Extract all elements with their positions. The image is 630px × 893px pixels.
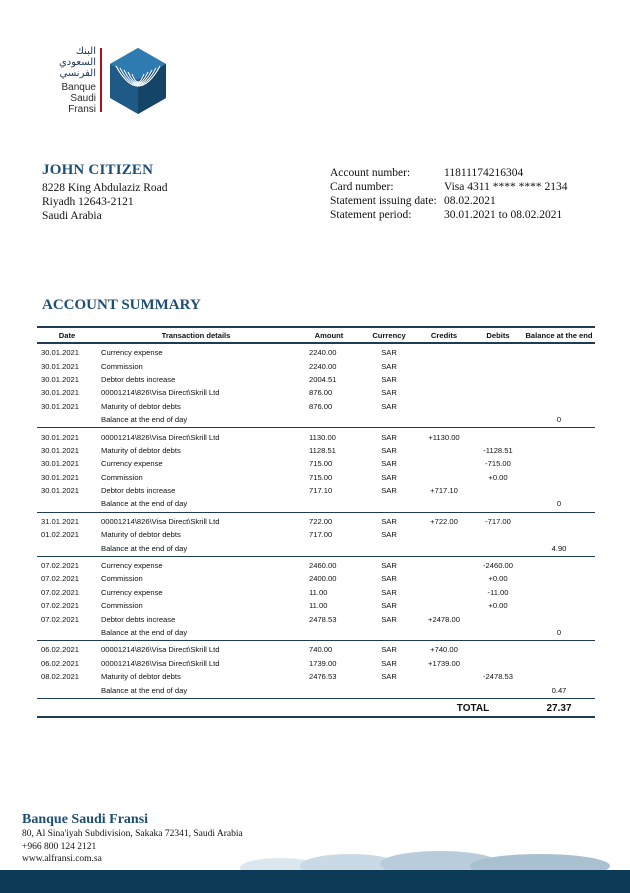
table-cell: 722.00 [309, 516, 333, 526]
table-cell: -11.00 [487, 587, 509, 597]
table-cell: Maturity of debtor debts [101, 672, 181, 682]
table-cell: -715.00 [485, 459, 511, 469]
table-cell: SAR [381, 374, 397, 384]
balance-label: Balance at the end of day [101, 685, 188, 695]
transaction-group [37, 513, 595, 557]
table-cell: 876.00 [309, 401, 333, 411]
table-cell: SAR [381, 348, 397, 358]
transaction-group [37, 557, 595, 641]
issuing-date-row: Statement issuing date: 08.02.2021 [330, 195, 496, 207]
table-cell: 07.02.2021 [41, 574, 80, 584]
table-cell: 31.01.2021 [41, 516, 80, 526]
table-row [37, 670, 595, 683]
table-cell: SAR [381, 601, 397, 611]
table-cell: 30.01.2021 [41, 348, 80, 358]
table-row [37, 484, 595, 497]
table-row [37, 612, 595, 625]
table-cell: SAR [381, 587, 397, 597]
table-cell: 2478.53 [309, 614, 337, 624]
table-cell: 1130.00 [309, 432, 336, 442]
table-cell: 01.02.2021 [41, 530, 80, 540]
customer-name: JOHN CITIZEN [42, 162, 154, 178]
table-row [37, 471, 595, 484]
footer-website[interactable]: www.alfransi.com.sa [22, 854, 102, 864]
table-cell: SAR [381, 361, 397, 371]
table-cell: 2476.53 [309, 672, 337, 682]
table-cell: 30.01.2021 [41, 401, 80, 411]
total-row [37, 701, 595, 718]
table-cell: 715.00 [309, 459, 333, 469]
table-cell: Maturity of debtor debts [101, 445, 181, 455]
table-cell: 30.01.2021 [41, 388, 80, 398]
table-cell: Currency expense [101, 459, 163, 469]
table-cell: +740.00 [430, 645, 458, 655]
table-cell: 2460.00 [309, 561, 337, 571]
table-row [37, 373, 595, 386]
table-cell: 1128.51 [309, 445, 336, 455]
table-cell: Commission [101, 601, 143, 611]
table-row [37, 346, 595, 359]
table-cell: SAR [381, 530, 397, 540]
table-row [37, 657, 595, 670]
balance-value: 4.90 [551, 543, 567, 553]
table-cell: 715.00 [309, 472, 333, 482]
logo-divider [100, 48, 102, 112]
table-cell: Commission [101, 472, 143, 482]
table-cell: SAR [381, 459, 397, 469]
table-cell: 06.02.2021 [41, 658, 80, 668]
table-cell: Debtor debts increase [101, 614, 176, 624]
table-cell: 11.00 [309, 601, 328, 611]
card-number-row: Card number: Visa 4311 **** **** 2134 [330, 181, 568, 193]
total-label: TOTAL [456, 702, 490, 714]
bank-emblem-icon [108, 46, 168, 116]
transaction-group [37, 641, 595, 699]
table-cell: 07.02.2021 [41, 614, 80, 624]
table-cell: SAR [381, 516, 397, 526]
statement-period-row: Statement period: 30.01.2021 to 08.02.2021 [330, 209, 563, 221]
table-cell: 30.01.2021 [41, 361, 80, 371]
table-row [37, 515, 595, 528]
table-cell: SAR [381, 432, 397, 442]
table-cell: 07.02.2021 [41, 587, 80, 597]
total-value: 27.37 [546, 702, 572, 714]
table-cell: Maturity of debtor debts [101, 401, 181, 411]
balance-row [37, 683, 595, 696]
table-cell: 00001214\826\Visa Direct\Skrill Ltd [101, 516, 220, 526]
table-cell: 08.02.2021 [41, 672, 80, 682]
table-cell: 2240.00 [309, 348, 337, 358]
balance-row [37, 626, 595, 639]
table-cell: 06.02.2021 [41, 645, 80, 655]
table-cell: 717.10 [309, 486, 333, 496]
table-cell: SAR [381, 561, 397, 571]
table-cell: 07.02.2021 [41, 601, 80, 611]
table-cell: 2400.00 [309, 574, 337, 584]
table-row [37, 586, 595, 599]
table-cell: SAR [381, 672, 397, 682]
table-row [37, 528, 595, 541]
table-cell: Commission [101, 361, 143, 371]
table-cell: 30.01.2021 [41, 486, 80, 496]
table-row [37, 359, 595, 372]
balance-row [37, 541, 595, 554]
table-cell: 00001214\826\Visa Direct\Skrill Ltd [101, 645, 220, 655]
table-cell: SAR [381, 472, 397, 482]
balance-label: Balance at the end of day [101, 628, 188, 637]
balance-value: 0 [556, 628, 562, 637]
footer-phone: +966 800 124 2121 [22, 841, 97, 852]
footer-address: 80, Al Sina'iyah Subdivision, Sakaka 72341, Saudi Arabia [22, 829, 243, 839]
table-cell: 717.00 [309, 530, 333, 540]
table-cell: 00001214\826\Visa Direct\Skrill Ltd [101, 388, 220, 398]
table-cell: 30.01.2021 [41, 472, 80, 482]
table-cell: Currency expense [101, 587, 163, 597]
balance-value: 0 [556, 499, 562, 509]
table-row [37, 430, 595, 443]
table-cell: -1128.51 [483, 445, 513, 455]
table-cell: SAR [381, 486, 397, 496]
table-cell: 2004.51 [309, 374, 337, 384]
transaction-group [37, 428, 595, 512]
table-cell: 1739.00 [309, 658, 337, 668]
table-cell: 30.01.2021 [41, 459, 80, 469]
table-cell: 30.01.2021 [41, 374, 80, 384]
table-cell: 30.01.2021 [41, 445, 80, 455]
summary-title: ACCOUNT SUMMARY [42, 297, 201, 313]
table-cell: 07.02.2021 [41, 561, 80, 571]
table-cell: +717.10 [430, 486, 458, 496]
account-number-row: Account number: 11811174216304 [330, 167, 524, 179]
table-cell: -717.00 [485, 516, 511, 526]
logo-arabic: البنك السعودي الفرنسي [58, 46, 96, 79]
table-cell: SAR [381, 645, 397, 655]
table-cell: -2460.00 [483, 561, 513, 571]
table-cell: 00001214\826\Visa Direct\Skrill Ltd [101, 658, 220, 668]
logo-wordmark [44, 46, 96, 115]
table-cell: +2478.00 [428, 614, 460, 624]
table-cell: SAR [381, 614, 397, 624]
table-cell: +722.00 [430, 516, 458, 526]
table-cell: +1739.00 [428, 658, 460, 668]
table-body [37, 344, 595, 699]
table-row [37, 400, 595, 413]
account-info [330, 166, 567, 222]
balance-value: 0.47 [551, 685, 567, 695]
balance-label: Balance at the end of day [101, 543, 188, 553]
bank-logo [44, 46, 174, 118]
table-cell: Commission [101, 574, 143, 584]
logo-latin: Banque Saudi Fransi [61, 82, 96, 115]
table-cell: 30.01.2021 [41, 432, 80, 442]
table-cell: -2478.53 [483, 672, 513, 682]
table-cell: 2240.00 [309, 361, 337, 371]
table-cell: SAR [381, 574, 397, 584]
table-cell: Maturity of debtor debts [101, 530, 181, 540]
balance-row [37, 413, 595, 426]
table-cell: +0.00 [488, 472, 508, 482]
table-row [37, 386, 595, 399]
customer-address: 8228 King Abdulaziz Road Riyadh 12643-2121 Saudi Arabia [42, 182, 168, 222]
table-cell: 740.00 [309, 645, 333, 655]
table-cell: Debtor debts increase [101, 486, 176, 496]
table-cell: 876.00 [309, 388, 333, 398]
balance-label: Balance at the end of day [101, 499, 188, 509]
footer [22, 812, 243, 866]
table-row [37, 444, 595, 457]
table-row [37, 572, 595, 585]
table-cell: 11.00 [309, 587, 328, 597]
table-row [37, 559, 595, 572]
table-cell: +0.00 [488, 574, 508, 584]
balance-value: 0 [556, 415, 562, 425]
table-cell: SAR [381, 401, 397, 411]
footer-bank-name: Banque Saudi Fransi [22, 812, 149, 827]
table-row [37, 457, 595, 470]
table-row [37, 643, 595, 656]
table-cell: +1130.00 [428, 432, 460, 442]
table-cell: SAR [381, 388, 397, 398]
balance-row [37, 497, 595, 510]
transactions-table [37, 326, 595, 718]
transaction-group [37, 344, 595, 428]
table-header: Date Transaction details Amount Currency Credits Debits Balance at the end [37, 326, 595, 344]
table-cell: Currency expense [101, 348, 163, 358]
table-cell: SAR [381, 445, 397, 455]
table-cell: +0.00 [488, 601, 508, 611]
balance-label: Balance at the end of day [101, 415, 188, 425]
table-cell: 00001214\826\Visa Direct\Skrill Ltd [101, 432, 220, 442]
footer-band [0, 870, 630, 893]
table-cell: Currency expense [101, 561, 163, 571]
table-row [37, 599, 595, 612]
table-cell: Debtor debts increase [101, 374, 176, 384]
table-cell: SAR [381, 658, 397, 668]
